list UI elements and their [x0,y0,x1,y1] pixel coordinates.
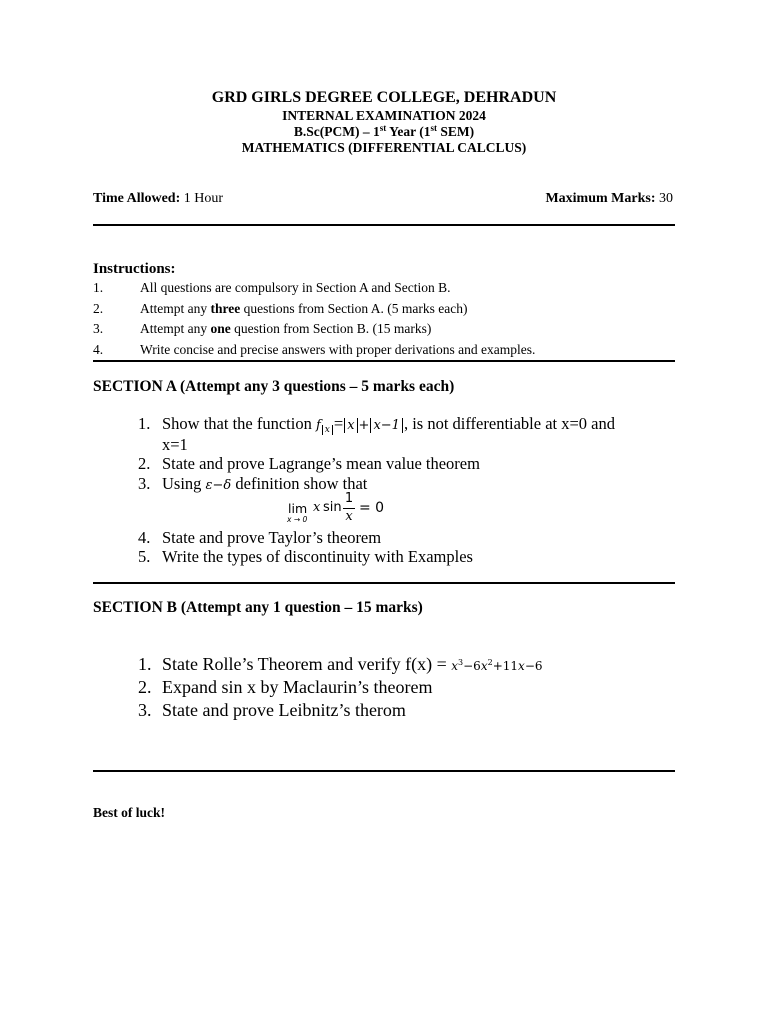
divider [93,770,675,772]
instruction-text [140,280,450,296]
question-text: State and prove Taylor’s theorem [162,528,382,547]
section-a-question-4 [138,528,381,548]
divider [93,224,675,226]
section-a-title: SECTION A (Attempt any 3 questions – 5 marks each) [93,378,455,395]
math-abs-x-minus-1: x−1 [370,418,403,433]
section-b-question-1 [138,654,543,675]
section-a-question-5 [138,547,473,567]
poly-x: x [518,659,525,673]
section-a-question-1-cont: x=1 [162,435,188,454]
time-label: Time Allowed: [93,191,181,206]
section-a-question-2 [138,454,480,474]
math-plus: + [358,418,370,433]
lim-sin: sin [323,500,342,515]
limit-expression [286,490,406,530]
divider [93,360,675,362]
marks-label: Maximum Marks: [545,191,656,206]
poly-x3: x [451,659,459,673]
instruction-text-pre: All questions are compulsory in Section A and Section B. [140,280,451,295]
instruction-text [140,321,431,337]
time-allowed [93,191,223,207]
question-text: State Rolle’s Theorem and verify f(x) = [162,654,447,674]
instruction-num: 3. [93,321,104,336]
question-text-post: , is not differentiable at x=0 and [403,414,616,433]
math-epsilon-delta: ε−δ [205,478,232,493]
divider [93,582,675,584]
polynomial-expression [451,659,542,673]
math-fx-arg: x [322,425,333,435]
instruction-text-pre: Attempt any [140,301,211,316]
instruction-text-post: questions from Section A. (5 marks each) [240,301,468,316]
question-text: Write the types of discontinuity with Examples [162,547,473,566]
question-text-post: definition show that [235,474,368,493]
instruction-text [140,342,535,358]
lim-subscript: x → 0 [287,515,308,524]
course-sup2: st [430,123,437,133]
question-number: 3. [138,474,151,493]
course-sup1: st [379,123,387,133]
section-a-question-1 [138,414,615,435]
poly-sup2: 2 [487,658,493,667]
time-value: 1 Hour [180,191,224,206]
exam-title: INTERNAL EXAMINATION 2024 [282,108,486,123]
course-pre: B.Sc(PCM) – 1 [293,124,380,139]
instruction-num: 4. [93,342,104,357]
instruction-text-pre: Attempt any [140,321,211,336]
question-text: State and prove Leibnitz’s therom [162,700,406,720]
lim-equals-zero: = 0 [359,500,385,516]
question-number: 1. [138,654,152,674]
instruction-text-bold: one [210,321,231,336]
question-text: State and prove Lagrange’s mean value theorem [162,454,480,473]
question-text: Using [162,474,202,493]
poly-x2: x [480,659,488,673]
question-number: 3. [138,700,152,720]
math-fx [321,425,334,435]
course-line [0,124,768,140]
poly-mid: −6 [463,659,481,673]
question-number: 2. [138,677,152,697]
instruction-num: 1. [93,280,104,295]
poly-tail: −6 [524,659,543,673]
section-b-title: SECTION B (Attempt any 1 question – 15 marks) [93,599,423,616]
instruction-text-bold: three [210,301,241,316]
lim-word: lim [288,501,308,516]
section-b-question-2 [138,677,432,698]
poly-sup3: 3 [458,658,464,667]
math-equals: = [333,414,344,433]
lim-x: x [313,500,321,515]
course-mid: Year (1 [386,124,431,139]
question-number: 2. [138,454,151,473]
question-number: 1. [138,414,151,433]
subject-title: MATHEMATICS (DIFFERENTIAL CALCLUS) [241,140,527,155]
closing-note: Best of luck! [93,805,165,820]
instruction-text-post: question from Section B. (15 marks) [230,321,432,336]
college-name: GRD GIRLS DEGREE COLLEGE, DEHRADUN [211,89,557,106]
lim-denominator: x [345,509,353,524]
instructions-title: Instructions: [93,261,176,277]
lim-numerator: 1 [344,491,354,506]
question-number: 5. [138,547,151,566]
course-post: SEM) [436,124,475,139]
math-abs-x: x [344,418,357,433]
question-text: Show that the function [162,414,312,433]
question-text: Expand sin x by Maclaurin’s theorem [162,677,433,697]
maximum-marks [545,191,673,207]
question-number: 4. [138,528,151,547]
instruction-text-pre: Write concise and precise answers with proper derivations and examples. [140,342,536,357]
marks-value: 30 [655,191,673,206]
instruction-text [140,301,467,317]
section-b-question-3 [138,700,406,721]
poly-end: +11 [492,659,519,673]
instruction-num: 2. [93,301,104,316]
math-f: f [315,418,321,433]
